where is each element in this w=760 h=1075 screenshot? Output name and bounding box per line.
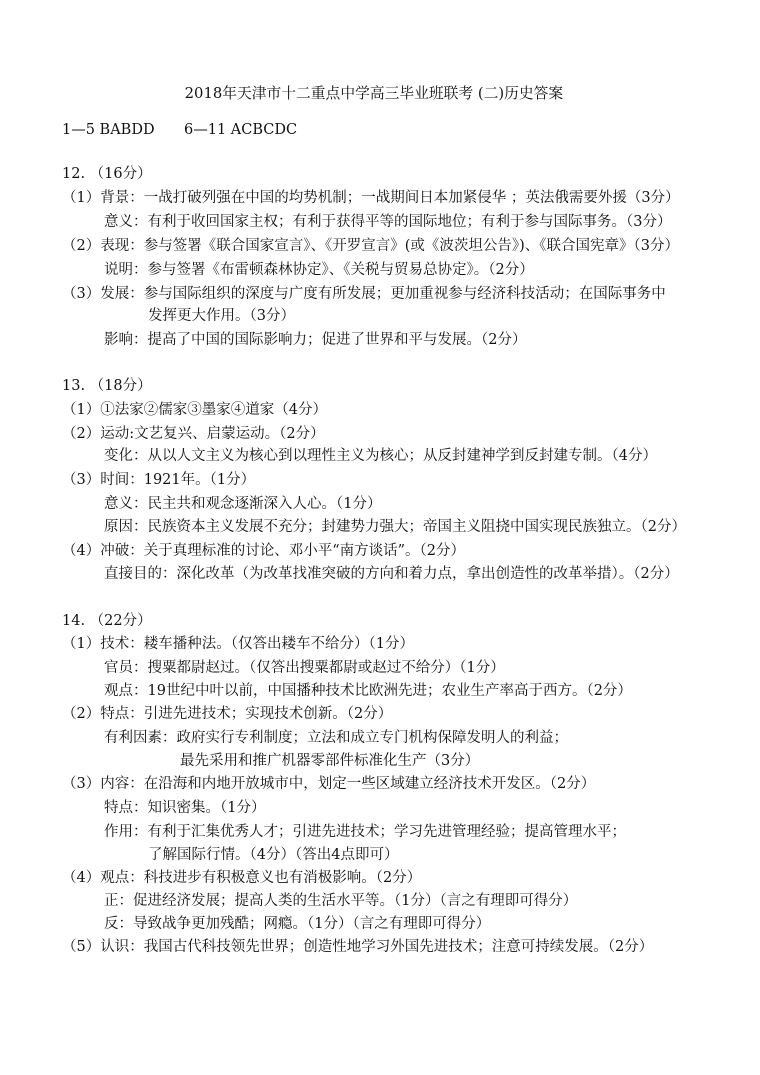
q13-line: （4）冲破：关于真理标准的讨论、邓小平“南方谈话”。（2分） xyxy=(62,543,466,559)
q13-line: 变化：从以人文主义为核心到以理性主义为核心；从反封建神学到反封建专制。（4分） xyxy=(104,448,657,464)
q12-line: （3）发展：参与国际组织的深度与广度有所发展；更加重视参与经济科技活动；在国际事务中 xyxy=(62,286,666,302)
q13-line: 意义：民主共和观念逐渐深入人心。（1分） xyxy=(104,496,382,512)
q12-line: 意义：有利于收回国家主权；有利于获得平等的国际地位；有利于参与国际事务。（3分） xyxy=(104,214,672,230)
q14-line: 有利因素：政府实行专利制度；立法和成立专门机构保障发明人的利益； xyxy=(104,730,568,746)
q14-line: 了解国际行情。（4分）（答出4点即可） xyxy=(148,847,399,863)
q14-line: 官员：搜粟都尉赵过。（仅答出搜粟都尉或赵过不给分）（1分） xyxy=(104,660,505,676)
q14-line: （3）内容：在沿海和内地开放城市中，划定一些区域建立经济技术开发区。（2分） xyxy=(62,776,596,792)
q14-line: （2）特点：引进先进技术；实现技术创新。（2分） xyxy=(62,706,393,722)
q13-heading: 13. （18分） xyxy=(62,378,152,394)
q14-line: 作用：有利于汇集优秀人才；引进先进技术；学习先进管理经验；提高管理水平； xyxy=(104,824,626,840)
q14-line: 观点：19世纪中叶以前，中国播种技术比欧洲先进；农业生产率高于西方。（2分） xyxy=(104,683,632,699)
q14-line: （4）观点：科技进步有积极意义也有消极影响。（2分） xyxy=(62,870,422,886)
q14-heading: 14. （22分） xyxy=(62,613,152,629)
q12-line: （1）背景：一战打破列强在中国的均势机制；一战期间日本加紧侵华 ；英法俄需要外援（3分） xyxy=(62,190,680,206)
q14-line: 正：促进经济发展；提高人类的生活水平等。（1分）（言之有理即可得分） xyxy=(104,893,578,909)
q12-line: 说明：参与签署《布雷顿森林协定》、《关税与贸易总协定》。（2分） xyxy=(104,262,534,278)
q14-line: 特点：知识密集。（1分） xyxy=(104,800,266,816)
choice-answers-1-5: 1—5 BABDD xyxy=(62,122,155,138)
q13-line: 原因：民族资本主义发展不充分；封建势力强大；帝国主义阻挠中国实现民族独立。（2分） xyxy=(104,519,686,535)
q14-line: （1）技术：耧车播种法。（仅答出耧车不给分）（1分） xyxy=(62,636,414,652)
q12-line: 影响：提高了中国的国际影响力；促进了世界和平与发展。（2分） xyxy=(104,332,527,348)
page-title: 2018年天津市十二重点中学高三毕业班联考 (二)历史答案 xyxy=(184,84,564,102)
q13-line: （1）①法家②儒家③墨家④道家（4分） xyxy=(62,402,327,418)
q14-line: （5）认识：我国古代科技领先世界；创造性地学习外国先进技术；注意可持续发展。（2分） xyxy=(62,939,654,955)
q12-line: （2）表现：参与签署《联合国家宣言》、《开罗宣言》(或《波茨坦公告》)、《联合国宪章》（3分） xyxy=(62,238,680,254)
q12-line: 发挥更大作用。（3分） xyxy=(148,308,295,324)
q13-line: 直接目的：深化改革（为改革找准突破的方向和着力点，拿出创造性的改革举措）。（2分） xyxy=(104,566,679,582)
q14-line: 最先采用和推广机器零部件标准化生产（3分） xyxy=(180,753,480,769)
q12-heading: 12. （16分） xyxy=(62,166,152,182)
q13-line: （3）时间：1921年。（1分） xyxy=(62,472,256,488)
choice-answers-6-11: 6—11 ACBCDC xyxy=(184,122,298,138)
q13-line: （2）运动:文艺复兴、启蒙运动。（2分） xyxy=(62,426,325,442)
q14-line: 反：导致战争更加残酷；网瘾。（1分）（言之有理即可得分） xyxy=(104,916,491,932)
